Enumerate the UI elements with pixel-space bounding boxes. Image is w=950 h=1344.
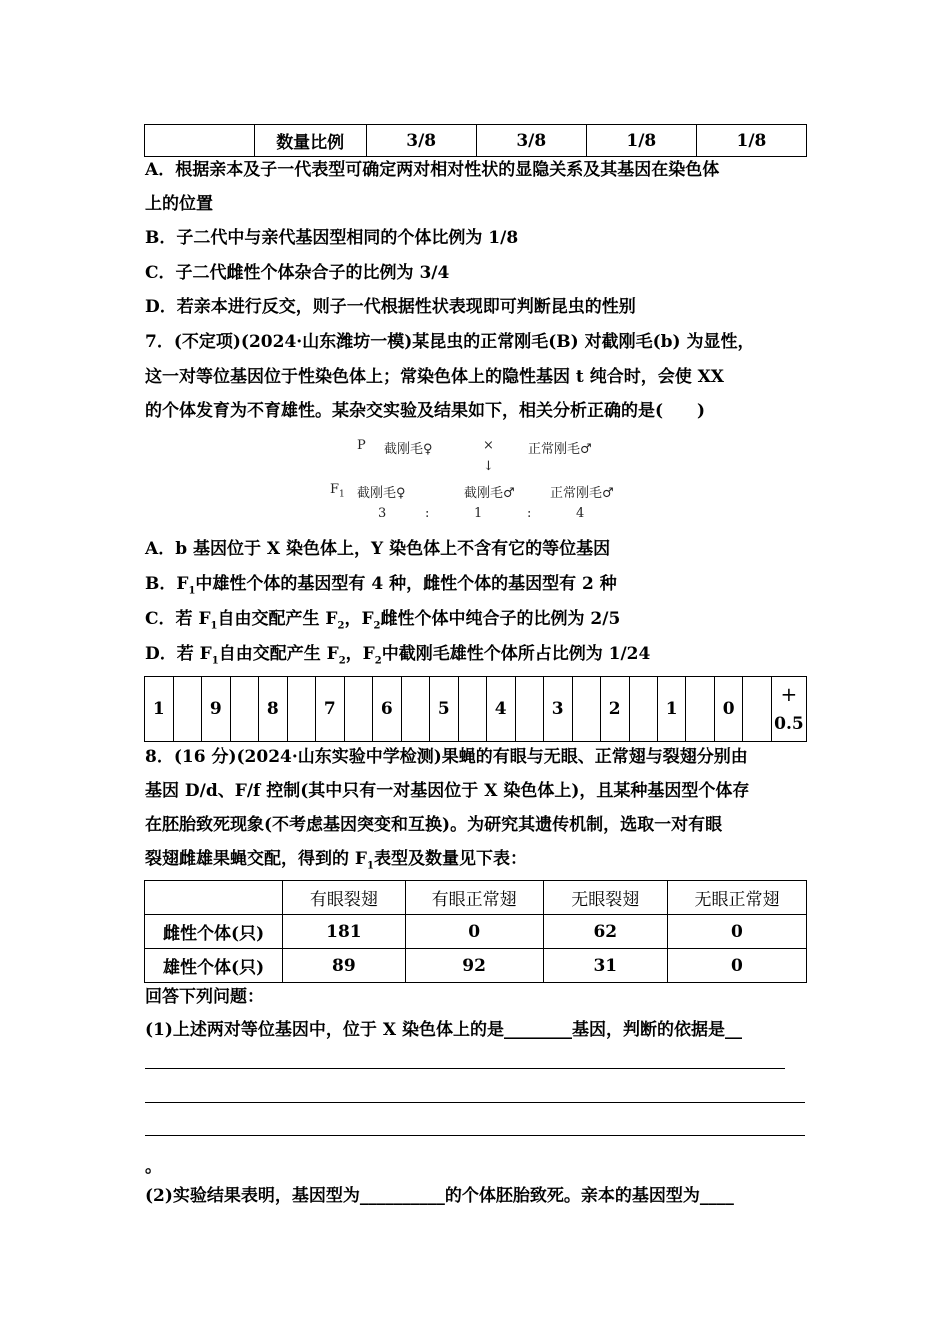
q8-stem-line1: 8．(16 分)(2024·山东实验中学检测)果蝇的有眼与无眼、正常翅与裂翅分别由 — [145, 747, 748, 767]
q6-option-b: B．子二代中与亲代基因型相同的个体比例为 1/8 — [145, 228, 519, 248]
cross-f1-male-normal: 正常刚毛♂ — [550, 486, 614, 501]
cross-f1-label: $F_1$ — [330, 482, 345, 500]
q8-stem-line4: 裂翅雌雄果蝇交配，得到的 $F_1$表型及数量见下表： — [145, 849, 527, 872]
q8-sub2: (2)实验结果表明，基因型为__________的个体胚胎致死。亲本的基因型为____ — [145, 1186, 734, 1206]
table-header: 无眼裂翅 — [543, 881, 667, 915]
answer-period: 。 — [145, 1157, 162, 1177]
score-cell: 5 — [429, 677, 458, 742]
score-cell: 3 — [543, 677, 572, 742]
ratio-value: 1/8 — [696, 125, 806, 157]
cross-p-label: P — [357, 438, 366, 453]
score-table — [144, 676, 807, 742]
cross-p-male: 正常刚毛♂ — [528, 442, 592, 457]
q7-option-c: C．若 $F_1$自由交配产生 $F_2$，$F_2$雌性个体中纯合子的比例为 2/5 — [145, 609, 621, 632]
table-cell: 92 — [405, 949, 543, 983]
score-blank — [629, 677, 657, 742]
score-cell: 1 — [145, 677, 174, 742]
cross-colon-2: : — [527, 506, 532, 521]
answer-line — [145, 1068, 785, 1069]
q6-option-a-line1: A．根据亲本及子一代表型可确定两对相对性状的显隐关系及其基因在染色体 — [145, 160, 720, 180]
score-blank — [572, 677, 600, 742]
table-header: 无眼正常翅 — [667, 881, 806, 915]
score-blank — [287, 677, 315, 742]
q7-stem-line2: 这一对等位基因位于性染色体上；常染色体上的隐性基因 t 纯合时，会使 XX — [145, 367, 724, 387]
table-row — [145, 915, 807, 949]
score-blank — [743, 677, 771, 742]
score-blank — [173, 677, 201, 742]
score-cell: 8 — [258, 677, 287, 742]
score-blank — [344, 677, 372, 742]
answer-prompt: 回答下列问题： — [145, 987, 264, 1007]
ratio-value: 3/8 — [366, 125, 476, 157]
score-cell: 1 — [657, 677, 686, 742]
cross-f1-male-short: 截刚毛♂ — [464, 486, 515, 501]
cross-f1-female: 截刚毛♀ — [357, 486, 406, 501]
q6-option-d: D．若亲本进行反交，则子一代根据性状表现即可判断昆虫的性别 — [145, 297, 636, 317]
cross-ratio-2: 1 — [474, 506, 483, 521]
q7-stem-line1: 7．(不定项)(2024·山东潍坊一模)某昆虫的正常刚毛(B) 对截刚毛(b) 为显性， — [145, 332, 755, 352]
score-blank — [515, 677, 543, 742]
cross-ratio-3: 4 — [576, 506, 585, 521]
score-blank — [686, 677, 714, 742]
table-row-label: 雄性个体(只) — [145, 949, 283, 983]
ratio-table-empty-cell — [145, 125, 255, 157]
q8-stem-line3: 在胚胎致死现象(不考虑基因突变和互换)。为研究其遗传机制，选取一对有眼 — [145, 815, 723, 835]
score-cell: 7 — [315, 677, 344, 742]
answer-line — [145, 1102, 805, 1103]
q6-option-c: C．子二代雌性个体杂合子的比例为 3/4 — [145, 263, 450, 283]
table-row — [145, 949, 807, 983]
score-blank — [230, 677, 258, 742]
ratio-value: 1/8 — [586, 125, 696, 157]
table-header: 有眼正常翅 — [405, 881, 543, 915]
table-header: 有眼裂翅 — [283, 881, 405, 915]
score-half: 0.5 — [774, 714, 804, 734]
table-cell: 31 — [543, 949, 667, 983]
q8-sub1: (1)上述两对等位基因中，位于 X 染色体上的是________基因，判断的依据是__ — [145, 1020, 742, 1040]
score-cell-last — [771, 677, 806, 742]
q7-option-a: A．b 基因位于 X 染色体上，Y 染色体上不含有它的等位基因 — [145, 539, 611, 559]
table-header-empty — [145, 881, 283, 915]
f1-phenotype-table — [144, 880, 807, 983]
table-cell: 0 — [405, 915, 543, 949]
score-cell: 9 — [201, 677, 230, 742]
q7-option-b: B．$F_1$中雄性个体的基因型有 4 种，雌性个体的基因型有 2 种 — [145, 574, 617, 597]
score-blank — [401, 677, 429, 742]
table-cell: 62 — [543, 915, 667, 949]
table-row-label: 雌性个体(只) — [145, 915, 283, 949]
ratio-table-label: 数量比例 — [254, 125, 366, 157]
ratio-value: 3/8 — [476, 125, 586, 157]
score-cell: 4 — [486, 677, 515, 742]
score-cell: 0 — [714, 677, 743, 742]
cross-arrow: ↓ — [483, 459, 494, 474]
score-cell: 2 — [600, 677, 629, 742]
table-cell: 181 — [283, 915, 405, 949]
table-cell: 0 — [667, 915, 806, 949]
q7-stem-line3: 的个体发育为不育雄性。某杂交实验及结果如下，相关分析正确的是( ) — [145, 401, 706, 421]
answer-line — [145, 1135, 805, 1136]
table-cell: 89 — [283, 949, 405, 983]
cross-ratio-1: 3 — [378, 506, 387, 521]
q8-stem-line2: 基因 D/d、F/f 控制(其中只有一对基因位于 X 染色体上)，且某种基因型个体存 — [145, 781, 750, 801]
q7-option-d: D．若 $F_1$自由交配产生 $F_2$，$F_2$中截刚毛雄性个体所占比例为 1/24 — [145, 644, 651, 667]
table-cell: 0 — [667, 949, 806, 983]
q6-option-a-line2: 上的位置 — [145, 194, 213, 214]
score-blank — [458, 677, 486, 742]
score-plus: + — [780, 682, 798, 706]
cross-times: × — [483, 438, 494, 453]
score-cell: 6 — [372, 677, 401, 742]
cross-colon-1: : — [425, 506, 430, 521]
cross-p-female: 截刚毛♀ — [384, 442, 433, 457]
